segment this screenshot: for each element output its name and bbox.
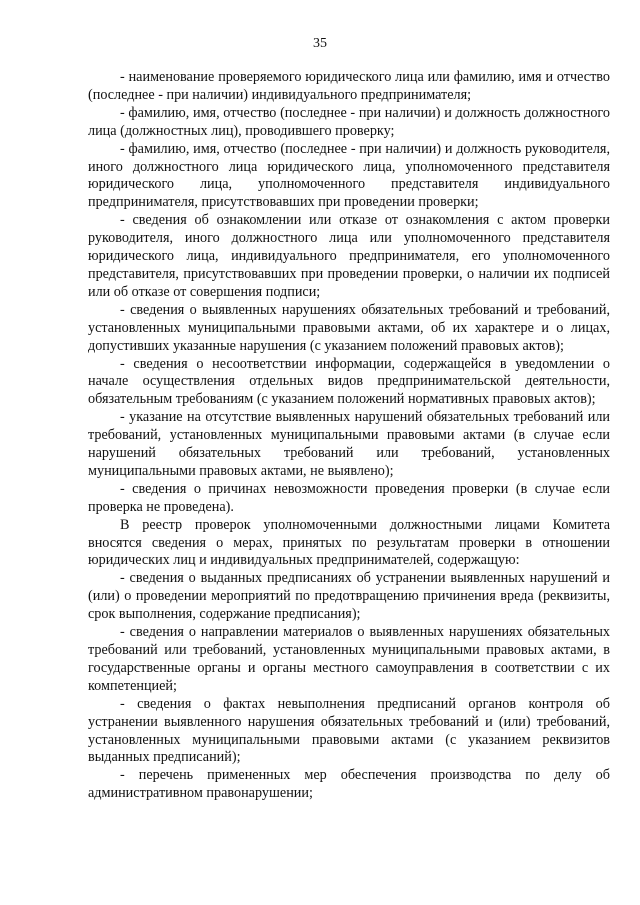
paragraph: - сведения о фактах невыполнения предписаний органов контроля об устранении выявленного нарушения обязательных требований и (или) требований, установленных муниципальными правовыми актами (с указанием реквизитов выданных предписаний); bbox=[88, 695, 610, 766]
paragraph: - сведения о выданных предписаниях об устранении выявленных нарушений и (или) о проведении мероприятий по предотвращению причинения вреда (реквизиты, срок выполнения, содержание предписания); bbox=[88, 570, 610, 623]
paragraph: - наименование проверяемого юридического лица или фамилию, имя и отчество (последнее - при наличии) индивидуального предпринимателя; bbox=[88, 69, 610, 103]
paragraph: - указание на отсутствие выявленных нарушений обязательных требований или требований, установленных муниципальными правовыми актами (в случае если нарушений обязательных требований или требований, установленных муниципальными правовых актами, не выявлено); bbox=[88, 409, 610, 479]
paragraph: В реестр проверок уполномоченными должностными лицами Комитета вносятся сведения о мерах, принятых по результатам проверки в отношении юридических лиц и индивидуальных предпринимателей, содержащую: bbox=[88, 516, 610, 569]
paragraph: - фамилию, имя, отчество (последнее - при наличии) и должность руководителя, иного должностного лица юридического лица, уполномоченного представителя юридического лица, уполномоченного представителя индивидуального предпринимателя, присутствовавших при проведении проверки; bbox=[88, 140, 610, 211]
paragraph: - сведения о несоответствии информации, содержащейся в уведомлении о начале осуществления отдельных видов предпринимательской деятельности, обязательным требованиям (с указанием положений нормативных правовых актов); bbox=[88, 355, 610, 408]
page-number: 35 bbox=[313, 36, 327, 51]
paragraph: - сведения об ознакомлении или отказе от ознакомления с актом проверки руководителя, иного должностного лица или уполномоченного представителя юридического лица, индивидуального предпринимателя, его уполномоченного представителя, присутствовавших при проведении проверки, о наличии их подписей или об отказе от совершения подписи; bbox=[88, 212, 610, 300]
paragraph: - сведения о причинах невозможности проведения проверки (в случае если проверка не проведена). bbox=[88, 480, 610, 515]
paragraph: - сведения о выявленных нарушениях обязательных требований и требований, установленных муниципальными правовыми актами, об их характере и о лицах, допустивших указанные нарушения (с указанием положений правовых актов); bbox=[88, 301, 610, 354]
paragraph: - сведения о направлении материалов о выявленных нарушениях обязательных требований или требований, установленных муниципальными правовых актами, в государственные органы и органы местного самоуправления в соответствии с их компетенцией; bbox=[88, 624, 610, 694]
paragraph: - перечень примененных мер обеспечения производства по делу об административном правонарушении; bbox=[88, 767, 610, 802]
paragraph: - фамилию, имя, отчество (последнее - при наличии) и должность должностного лица (должностных лиц), проводившего проверку; bbox=[88, 104, 610, 139]
document-body bbox=[88, 69, 610, 803]
